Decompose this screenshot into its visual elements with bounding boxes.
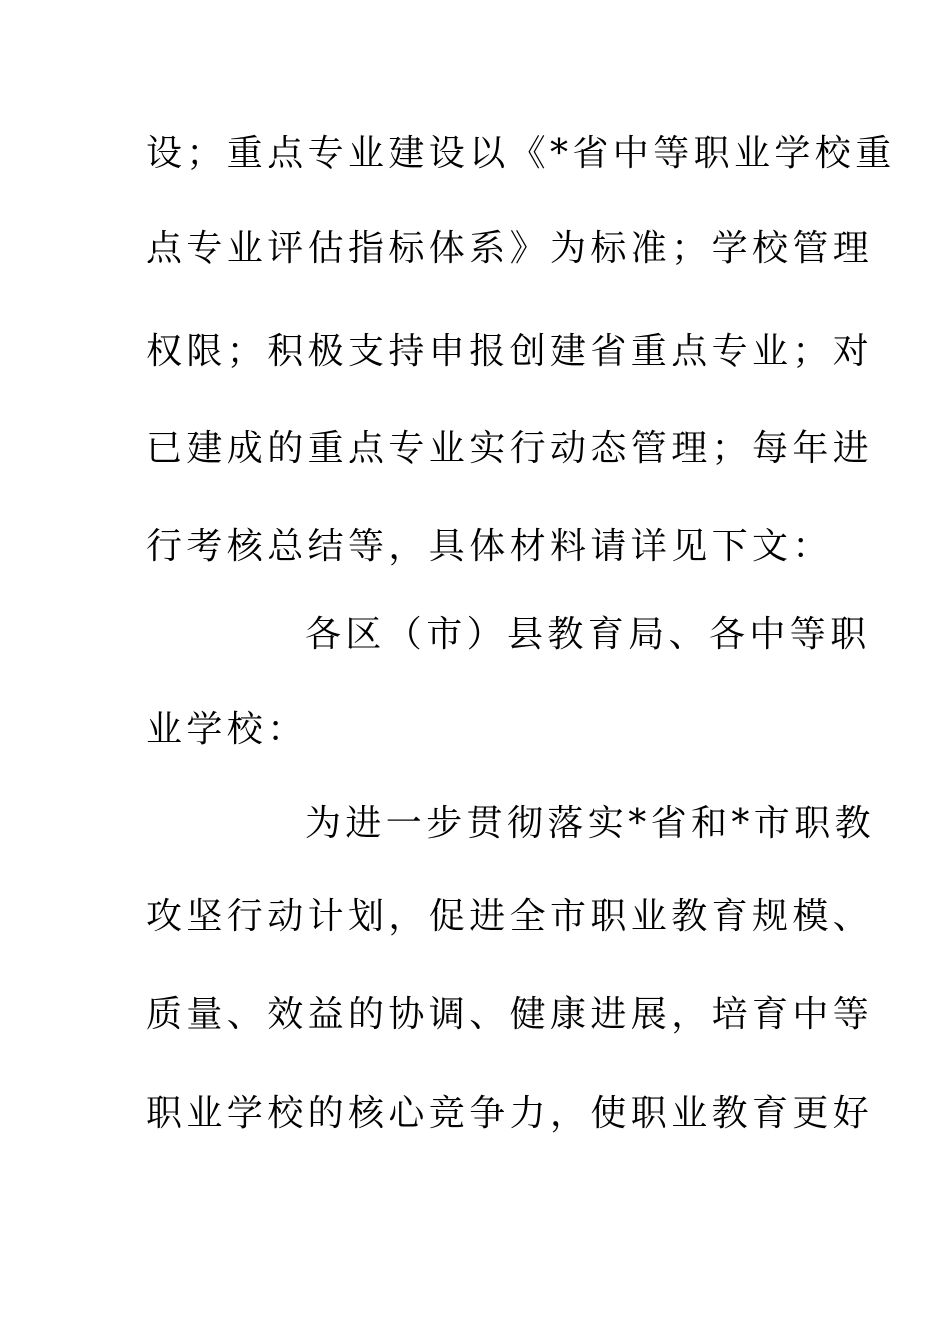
body-line-1: 为进一步贯彻落实*省和*市职教: [305, 803, 876, 844]
body-line-2: 攻坚行动计划，促进全市职业教育规模、: [146, 896, 874, 937]
text-line-4: 已建成的重点专业实行动态管理；每年进: [146, 428, 874, 469]
text-line-3: 权限；积极支持申报创建省重点专业；对: [146, 331, 874, 372]
text-line-2: 点专业评估指标体系》为标准；学校管理: [146, 228, 874, 269]
text-line-5: 行考核总结等，具体材料请详见下文：: [146, 526, 833, 567]
body-line-4: 职业学校的核心竞争力，使职业教育更好: [146, 1093, 874, 1134]
salutation-line-1: 各区（市）县教育局、各中等职: [305, 614, 871, 655]
body-line-3: 质量、效益的协调、健康进展，培育中等: [146, 994, 874, 1035]
text-line-1: 设；重点专业建设以《*省中等职业学校重: [146, 133, 896, 174]
salutation-line-2: 业学校：: [146, 709, 308, 750]
